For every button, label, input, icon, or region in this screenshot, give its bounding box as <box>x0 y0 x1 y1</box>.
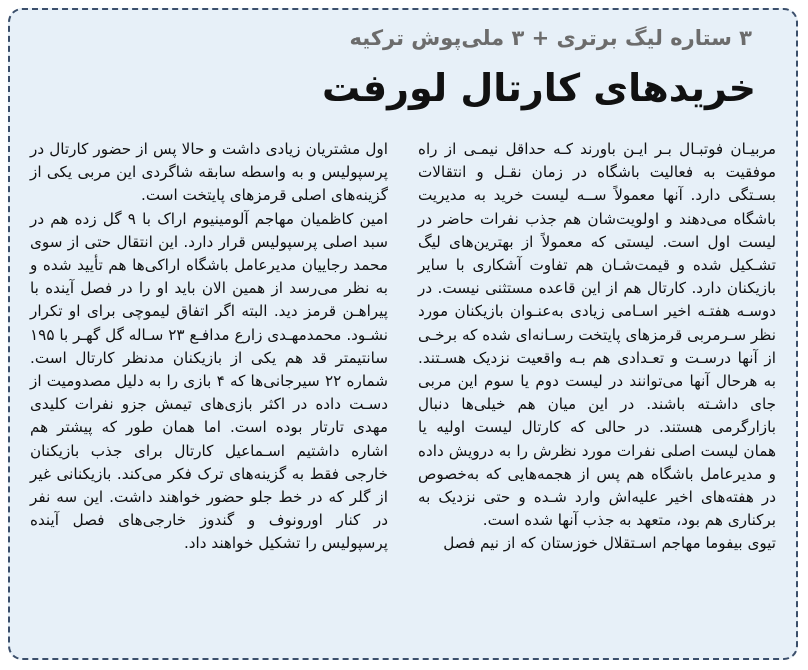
article-column-left <box>30 138 388 556</box>
paragraph: امین کاظمیان مهاجم آلومینیوم اراک با ۹ گل زده هم در سبد اصلی پرسپولیس قرار دارد. این انتقال حتی از سوی محمد رجاییان مدیرعامل باشگاه اراکی‌ها هم تأیید شده و به نظر می‌رسد از همین الان باید او را در فصل آینده با پیراهـن قرمز دید. البته اگر اتفاق لیموچی برای او تکرار نشـود. محمدمهـدی زارع مدافـع ۲۳ سـاله گل گهـر با ۱۹۵ سانتیمتر قد هم یکی از بازیکنان مدنظر کارتال است. شماره ۲۲ سیرجانی‌ها که ۴ بازی را به دلیل مصدومیت از دسـت داده در اکثر بازی‌های تیمش جزو نفرات کلیدی مهدی تارتار بوده است. اما همان طور که پیشتر هم اشاره داشتیم اسـماعیل کارتال برای جذب بازیکنان خارجی فقط به گزینه‌های ترک فکر می‌کند. بازیکنانی غیر از گلر که در خط جلو حضور خواهند داشت. این سه نفر در کنار اورونوف و گندوز خارجی‌های فصل آینده پرسپولیس را تشکیل خواهند داد. <box>30 209 388 553</box>
paragraph: اول مشتریان زیادی داشت و حالا پس از حضور کارتال در پرسپولیس و به واسطه سابقه شاگردی این مربی یکی از گزینه‌های اصلی قرمزهای پایتخت است. <box>30 140 388 205</box>
article-kicker: ۳ ستاره لیگ برتری + ۳ ملی‌پوش ترکیه <box>349 26 752 50</box>
paragraph: تیوی بیفوما مهاجم اسـتقلال خوزستان که از نیم فصل <box>443 534 776 553</box>
paragraph: مربیـان فوتبـال بـر ایـن باورند کـه حداقل نیمـی از راه موفقیت به فعالیت باشگاه در زمان نقـل و انتقالات بسـتگی دارد. آنها معمولاً ســه لیست خرید به مدیریت باشگاه می‌دهند و اولویت‌شان هم جذب نفرات حاضر در لیست اول است. لیستی که معمولاً از بهترین‌های لیگ تشـکیل شده و قیمت‌شـان هم تفاوت آشکاری با سایر بازیکنان دارد. کارتال هم از این قاعده مستثنی نیست. در دوسـه هفتـه اخیر اسـامی زیادی به‌عنـوان بازیکنان مورد نظر سـرمربی قرمزهای پایتخت رسـانه‌ای شده که برخـی از آنها درسـت و تعـدادی هم بـه واقعیت نزدیک هسـتند. به هرحال آنها می‌توانند در لیست دوم یا سوم این مربی جای داشـته باشند. در این میان هم خیلی‌ها دنبال بازارگرمی هستند. در حالی که کارتال لیست اولیه یا همان لیست اصلی نفرات مورد نظرش را به درویش داده و مدیرعامل باشگاه هم پس از هجمه‌هایی که به‌خصوص در هفته‌های اخیر علیه‌اش وارد شـده و حتی نزدیک به برکناری هم بود، متعهد به جذب آنها شده است. <box>418 140 776 530</box>
article-box <box>8 8 798 660</box>
article-column-right <box>418 138 776 556</box>
article-headline: خریدهای کارتال لورفت <box>322 66 756 110</box>
